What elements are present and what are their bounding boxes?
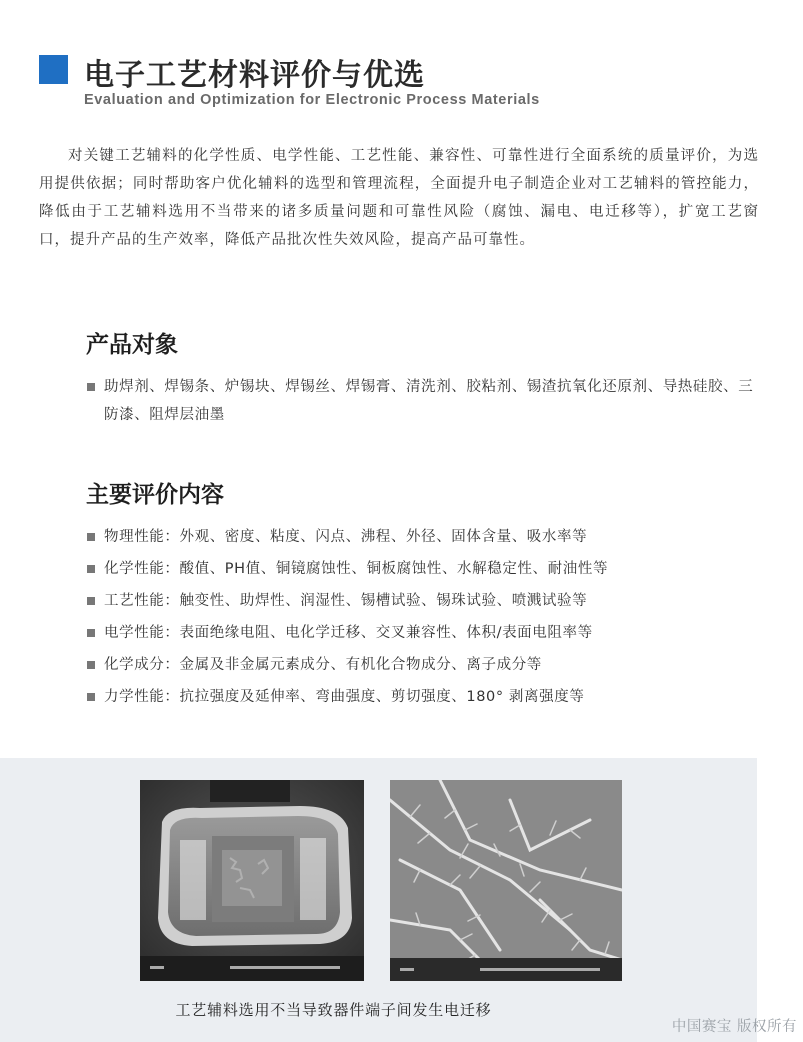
figure-panel bbox=[0, 758, 757, 1042]
evaluation-item-mechanical: 力学性能：抗拉强度及延伸率、弯曲强度、剪切强度、180° 剥离强度等 bbox=[104, 689, 585, 705]
evaluation-item-chemical: 化学性能：酸值、PH值、铜镜腐蚀性、铜板腐蚀性、水解稳定性、耐油性等 bbox=[104, 561, 609, 577]
square-bullet-icon bbox=[87, 383, 95, 391]
intro-paragraph: 对关键工艺辅料的化学性质、电学性能、工艺性能、兼容性、可靠性进行全面系统的质量评价，为选用提供依据；同时帮助客户优化辅料的选型和管理流程，全面提升电子制造企业对工艺辅料的管控能力，降低由于工艺辅料选用不当带来的诸多质量问题和可靠性风险（腐蚀、漏电、电迁移等），扩宽工艺窗口，提升产品的生产效率，降低产品批次性失效风险，提高产品可靠性。 bbox=[39, 148, 759, 248]
list-item bbox=[86, 521, 762, 553]
square-bullet-icon bbox=[87, 597, 95, 605]
evaluation-item-composition: 化学成分：金属及非金属元素成分、有机化合物成分、离子成分等 bbox=[104, 657, 542, 673]
evaluation-item-physical: 物理性能：外观、密度、粘度、闪点、沸程、外径、固体含量、吸水率等 bbox=[104, 529, 588, 545]
product-items-text: 助焊剂、焊锡条、炉锡块、焊锡丝、焊锡膏、清洗剂、胶粘剂、锡渣抗氧化还原剂、导热硅胶、三防漆、阻焊层油墨 bbox=[104, 379, 754, 423]
page-title: 电子工艺材料评价与优选 bbox=[84, 58, 425, 93]
evaluation-heading: 主要评价内容 bbox=[86, 482, 224, 508]
list-item bbox=[86, 553, 762, 585]
evaluation-list bbox=[86, 521, 762, 713]
figure-caption: 工艺辅料选用不当导致器件端子间发生电迁移 bbox=[175, 1001, 492, 1019]
sem-photo-component bbox=[140, 780, 364, 981]
list-item bbox=[86, 681, 762, 713]
square-bullet-icon bbox=[87, 693, 95, 701]
list-item bbox=[86, 585, 762, 617]
title-accent-square bbox=[39, 55, 68, 84]
square-bullet-icon bbox=[87, 661, 95, 669]
product-list bbox=[86, 373, 762, 429]
list-item bbox=[86, 373, 762, 429]
square-bullet-icon bbox=[87, 565, 95, 573]
list-item bbox=[86, 649, 762, 681]
list-item bbox=[86, 617, 762, 649]
copyright-watermark: 中国赛宝 版权所有 bbox=[671, 1019, 797, 1035]
evaluation-item-electrical: 电学性能：表面绝缘电阻、电化学迁移、交叉兼容性、体积/表面电阻率等 bbox=[104, 625, 593, 641]
sem-photo-dendrites bbox=[390, 780, 622, 981]
square-bullet-icon bbox=[87, 533, 95, 541]
evaluation-item-process: 工艺性能：触变性、助焊性、润湿性、锡槽试验、锡珠试验、喷溅试验等 bbox=[104, 593, 588, 609]
products-heading: 产品对象 bbox=[86, 332, 178, 358]
square-bullet-icon bbox=[87, 629, 95, 637]
page-subtitle-en: Evaluation and Optimization for Electronic Process Materials bbox=[84, 92, 540, 108]
